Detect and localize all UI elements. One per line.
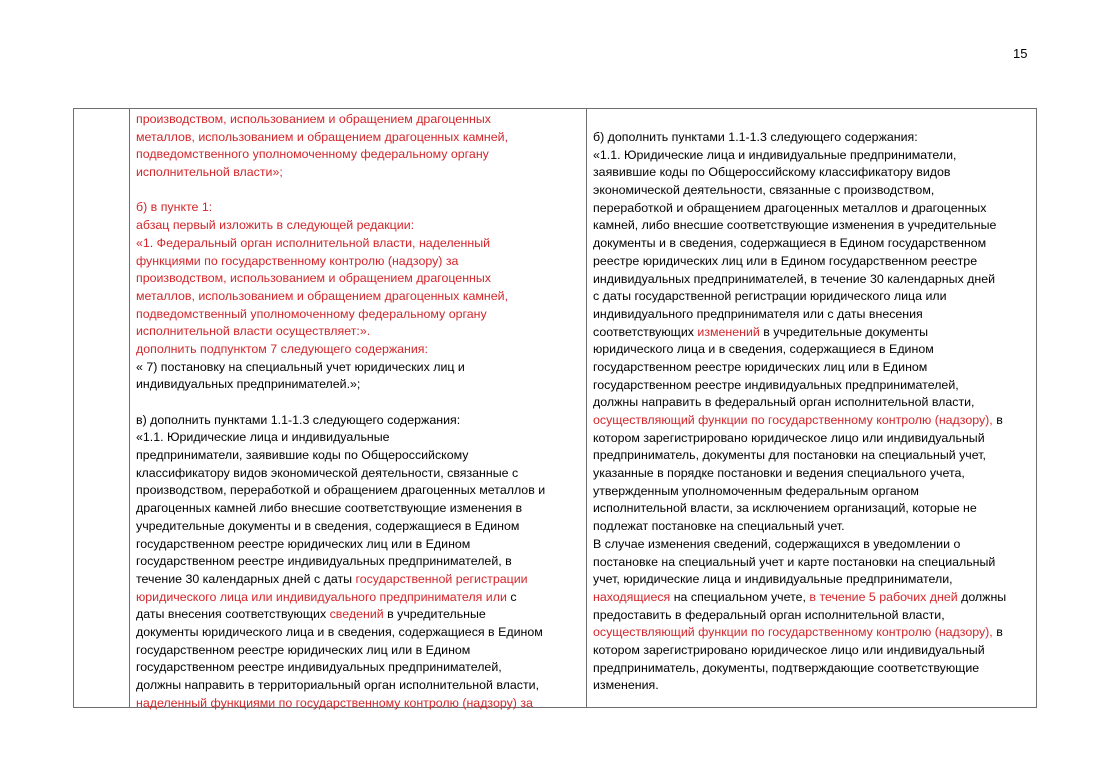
text-line bbox=[593, 571, 1006, 589]
text-segment: «1.1. Юридические лица и индивидуальные предприниматели, bbox=[593, 147, 957, 162]
text-line bbox=[136, 642, 545, 660]
text-line bbox=[593, 430, 1006, 448]
text-line bbox=[136, 323, 545, 341]
text-segment: предприниматель, документы для постановки на специальный учет, bbox=[593, 448, 986, 463]
text-segment: изменения. bbox=[593, 678, 659, 693]
highlighted-text: исполнительной власти»; bbox=[136, 165, 283, 180]
text-segment: «1.1. Юридические лица и индивидуальные bbox=[136, 430, 390, 445]
highlighted-text: дополнить подпунктом 7 следующего содержания: bbox=[136, 341, 428, 356]
highlighted-text: подведомственного уполномоченному федеральному органу bbox=[136, 147, 489, 162]
text-segment: производством, переработкой и обращением драгоценных металлов и bbox=[136, 483, 546, 498]
text-segment: юридического лица и в сведения, содержащиеся в Едином bbox=[593, 342, 934, 357]
text-line bbox=[593, 147, 1006, 165]
highlighted-text: функциями по государственному контролю (надзору) за bbox=[136, 253, 459, 268]
text-line bbox=[136, 553, 545, 571]
text-line bbox=[593, 394, 1006, 412]
text-line bbox=[136, 500, 545, 518]
text-line bbox=[136, 536, 545, 554]
highlighted-text: подведомственный уполномоченному федеральному органу bbox=[136, 306, 487, 321]
highlighted-text: юридического лица или индивидуального предпринимателя или bbox=[136, 589, 507, 604]
text-line bbox=[593, 607, 1006, 625]
text-line bbox=[136, 129, 545, 147]
text-segment: предприниматели, заявившие коды по Общероссийскому bbox=[136, 448, 469, 463]
text-line bbox=[136, 518, 545, 536]
highlighted-text: металлов, использованием и обращением драгоценных камней, bbox=[136, 129, 509, 144]
text-segment: предоставить в федеральный орган исполнительной власти, bbox=[593, 607, 945, 622]
middle-column-text bbox=[136, 111, 545, 712]
highlighted-text: «1. Федеральный орган исполнительной власти, наделенный bbox=[136, 235, 491, 250]
text-segment: документы юридического лица и в сведения, содержащиеся в Едином bbox=[136, 624, 543, 639]
text-segment: в bbox=[992, 413, 1003, 427]
highlighted-text: находящиеся bbox=[593, 589, 671, 604]
text-segment: переработкой и обращением драгоценных металлов и драгоценных bbox=[593, 200, 987, 215]
text-line bbox=[593, 359, 1006, 377]
text-line bbox=[593, 306, 1006, 324]
highlighted-text: осуществляющий функции по государственному контролю (надзору), bbox=[593, 413, 993, 427]
text-segment: подлежат постановке на специальный учет. bbox=[593, 519, 845, 534]
text-line bbox=[136, 394, 545, 412]
highlighted-text: изменений bbox=[697, 324, 760, 339]
text-line bbox=[593, 217, 1006, 235]
text-line bbox=[593, 200, 1006, 218]
text-line bbox=[136, 164, 545, 182]
text-segment: индивидуальных предпринимателей.»; bbox=[136, 377, 361, 392]
text-line bbox=[136, 429, 545, 447]
text-line bbox=[136, 288, 545, 306]
text-line bbox=[593, 341, 1006, 359]
text-line bbox=[136, 182, 545, 200]
text-segment: камней, либо внесшие соответствующие изменения в учредительные bbox=[593, 218, 997, 233]
text-line bbox=[136, 111, 545, 129]
text-line bbox=[593, 182, 1006, 200]
text-segment: постановке на специальный учет и карте постановки на специальный bbox=[593, 554, 996, 569]
text-line bbox=[593, 465, 1006, 483]
text-segment: с bbox=[506, 589, 517, 604]
text-segment: драгоценных камней либо внесшие соответствующие изменения в bbox=[136, 501, 523, 516]
text-line bbox=[136, 695, 545, 713]
comparison-table bbox=[73, 108, 1037, 708]
text-segment: б) дополнить пунктами 1.1-1.3 следующего содержания: bbox=[593, 130, 918, 144]
text-line bbox=[593, 677, 1006, 695]
text-segment: исполнительной власти, за исключением организаций, которые не bbox=[593, 501, 977, 516]
text-line bbox=[593, 536, 1006, 554]
text-segment: индивидуальных предпринимателей, в течение 30 календарных дней bbox=[593, 271, 996, 286]
text-line bbox=[136, 606, 545, 624]
text-line bbox=[593, 324, 1006, 342]
text-segment: должны bbox=[957, 589, 1007, 604]
text-segment: на специальном учете, bbox=[670, 589, 810, 604]
text-segment: должны направить в территориальный орган исполнительной власти, bbox=[136, 678, 540, 692]
text-segment: в) дополнить пунктами 1.1-1.3 следующего содержания: bbox=[136, 412, 461, 427]
text-line bbox=[136, 677, 545, 695]
highlighted-text: металлов, использованием и обращением драгоценных камней, bbox=[136, 288, 509, 303]
text-segment: в bbox=[992, 625, 1003, 640]
text-line bbox=[593, 412, 1006, 430]
text-line bbox=[593, 624, 1006, 642]
highlighted-text: б) в пункте 1: bbox=[136, 200, 213, 215]
text-segment: государственном реестре индивидуальных предпринимателей, в bbox=[136, 554, 512, 569]
text-line bbox=[136, 589, 545, 607]
text-line bbox=[136, 341, 545, 359]
text-line bbox=[593, 253, 1006, 271]
highlighted-text: сведений bbox=[329, 607, 384, 622]
column-divider-right bbox=[586, 109, 587, 707]
text-line bbox=[136, 270, 545, 288]
text-line bbox=[136, 376, 545, 394]
text-segment: должны направить в федеральный орган исполнительной власти, bbox=[593, 395, 975, 410]
column-divider-left bbox=[129, 109, 130, 707]
text-line bbox=[593, 271, 1006, 289]
text-segment: В случае изменения сведений, содержащихся в уведомлении о bbox=[593, 536, 961, 551]
text-line bbox=[593, 589, 1006, 607]
text-segment: указанные в порядке постановки и ведения специального учета, bbox=[593, 466, 965, 481]
text-segment: даты внесения соответствующих bbox=[136, 607, 330, 622]
text-segment: индивидуального предпринимателя или с даты внесения bbox=[593, 306, 923, 321]
text-segment: утвержденным уполномоченным федеральным органом bbox=[593, 483, 919, 498]
text-segment: течение 30 календарных дней с даты bbox=[136, 571, 356, 586]
text-line bbox=[593, 377, 1006, 395]
highlighted-text: производством, использованием и обращением драгоценных bbox=[136, 112, 491, 126]
text-segment: соответствующих bbox=[593, 324, 698, 339]
text-segment: государственном реестре индивидуальных предпринимателей, bbox=[136, 660, 502, 675]
text-segment: с даты государственной регистрации юридического лица или bbox=[593, 289, 947, 304]
text-segment: реестре юридических лиц или в Едином государственном реестре bbox=[593, 253, 978, 268]
text-line bbox=[136, 217, 545, 235]
text-line bbox=[593, 129, 1006, 147]
text-line bbox=[136, 571, 545, 589]
text-line bbox=[593, 518, 1006, 536]
text-segment: в учредительные документы bbox=[759, 324, 928, 339]
text-segment: предприниматель, документы, подтверждающие соответствующие bbox=[593, 660, 980, 675]
text-line bbox=[136, 624, 545, 642]
text-segment: экономической деятельности, связанные с производством, bbox=[593, 183, 935, 198]
highlighted-text: исполнительной власти осуществляет:». bbox=[136, 324, 371, 339]
text-line bbox=[136, 359, 545, 377]
highlighted-text: производством, использованием и обращением драгоценных bbox=[136, 271, 491, 286]
text-segment: учет, юридические лица и индивидуальные предприниматели, bbox=[593, 572, 953, 587]
text-line bbox=[136, 447, 545, 465]
text-segment: котором зарегистрировано юридическое лицо или индивидуальный bbox=[593, 430, 985, 445]
text-line bbox=[136, 306, 545, 324]
highlighted-text: осуществляющий функции по государственному контролю (надзору), bbox=[593, 625, 993, 640]
highlighted-text: абзац первый изложить в следующей редакции: bbox=[136, 218, 415, 233]
text-segment: учредительные документы и в сведения, содержащиеся в Едином bbox=[136, 518, 520, 533]
text-segment: « 7) постановку на специальный учет юридических лиц и bbox=[136, 359, 465, 374]
text-line bbox=[593, 660, 1006, 678]
text-line bbox=[136, 199, 545, 217]
highlighted-text: наделенный функциями по государственному контролю (надзору) за bbox=[136, 695, 533, 710]
text-line bbox=[593, 235, 1006, 253]
text-line bbox=[593, 483, 1006, 501]
text-segment: государственном реестре юридических лиц или в Едином bbox=[136, 536, 471, 551]
right-column-text bbox=[593, 129, 1006, 695]
text-line bbox=[136, 465, 545, 483]
text-segment: документы и в сведения, содержащиеся в Едином государственном bbox=[593, 236, 987, 251]
text-line bbox=[136, 146, 545, 164]
text-segment: заявившие коды по Общероссийскому классификатору видов bbox=[593, 165, 951, 180]
text-line bbox=[136, 253, 545, 271]
text-line bbox=[136, 235, 545, 253]
text-line bbox=[593, 554, 1006, 572]
text-line bbox=[593, 500, 1006, 518]
text-segment: классификатору видов экономической деятельности, связанные с bbox=[136, 465, 519, 480]
text-line bbox=[593, 642, 1006, 660]
text-segment: государственном реестре юридических лиц или в Едином bbox=[593, 359, 928, 374]
highlighted-text: государственной регистрации bbox=[355, 571, 528, 586]
text-line bbox=[136, 482, 545, 500]
text-line bbox=[136, 412, 545, 430]
text-line bbox=[593, 447, 1006, 465]
page-number: 15 bbox=[1013, 46, 1028, 61]
text-line bbox=[136, 659, 545, 677]
highlighted-text: в течение 5 рабочих дней bbox=[809, 589, 958, 604]
text-segment: котором зарегистрировано юридическое лицо или индивидуальный bbox=[593, 642, 985, 657]
text-segment: в учредительные bbox=[383, 607, 486, 622]
text-line bbox=[593, 288, 1006, 306]
text-segment: государственном реестре юридических лиц или в Едином bbox=[136, 642, 471, 657]
text-segment: государственном реестре индивидуальных предпринимателей, bbox=[593, 377, 959, 392]
text-line bbox=[593, 164, 1006, 182]
